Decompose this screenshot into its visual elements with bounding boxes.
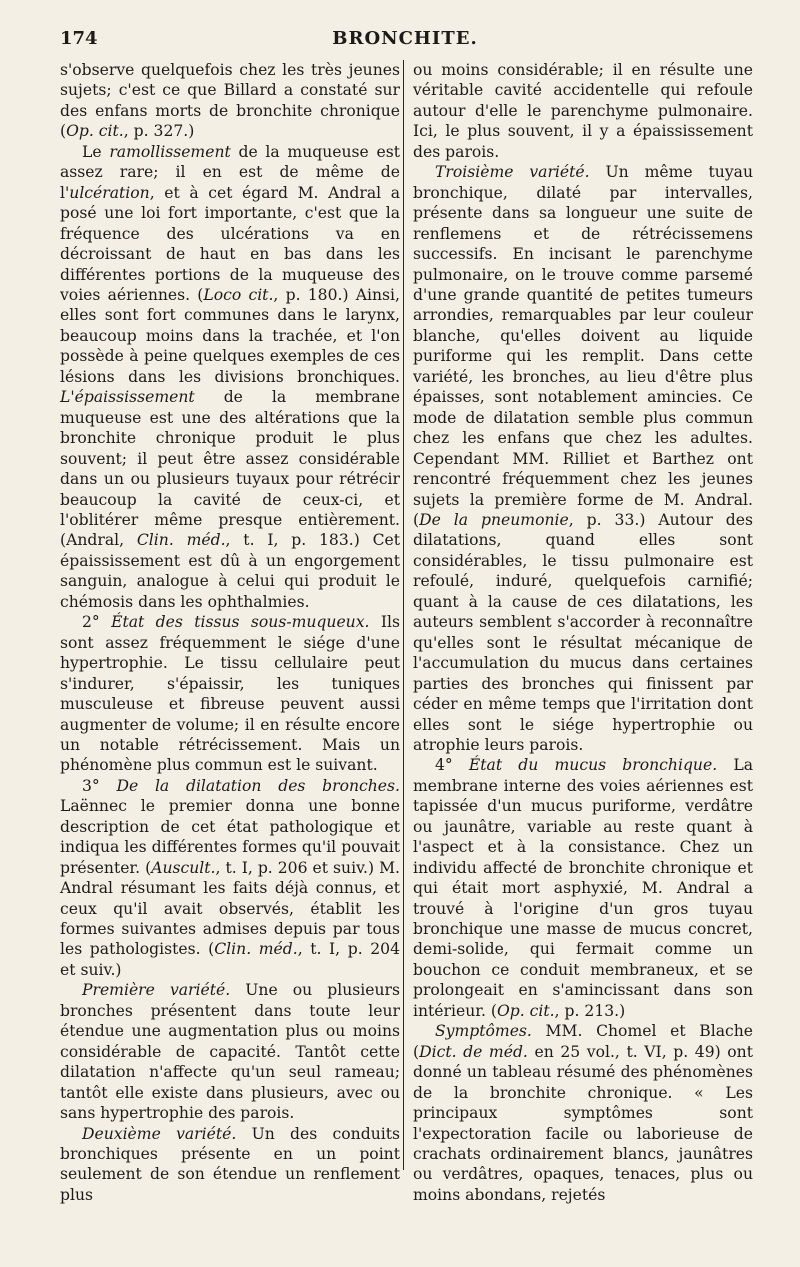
page-header [60, 28, 750, 52]
page-number: 174 [60, 28, 98, 49]
paragraph: Symptômes. MM. Chomel et Blache (Dict. de méd. en 25 vol., t. VI, p. 49) ont donné un tableau résumé des phénomènes de la bronchite chronique. « Les principaux symptômes sont l'expectoration facile ou laborieuse de crachats ordinairement blancs, jaunâtres ou verdâtres, opaques, tenaces, plus ou moins abondans, rejetés [413, 1022, 753, 1204]
left-column [60, 60, 400, 1205]
paragraph: ou moins considérable; il en résulte une véritable cavité accidentelle qui refoule autour d'elle le parenchyme pulmonaire. Ici, le plus souvent, il y a épaississement des parois. [413, 61, 753, 161]
paragraph: Deuxième variété. Un des conduits bronchiques présente en un point seulement de son étendue un renflement plus [60, 1124, 400, 1204]
paragraph: 3° De la dilatation des bronches. Laënnec le premier donna une bonne description de cet état pathologique et indiqua les différentes formes qu'il pouvait présenter. (Auscult., t. I, p. 206 et suiv.) M. Andral résumant les faits déjà connus, et ceux qu'il avait observés, établit les formes suivantes admises depuis par tous les pathologistes. (Clin. méd., t. I, p. 204 et suiv.) [60, 776, 400, 979]
paragraph: Première variété. Une ou plusieurs bronches présentent dans toute leur étendue une augmentation plus ou moins considérable de capacité. Tantôt cette dilatation n'affecte qu'un seul rameau; tantôt elle existe dans plusieurs, avec ou sans hypertrophie des parois. [60, 981, 400, 1123]
paragraph: Troisième variété. Un même tuyau bronchique, dilaté par intervalles, présente dans sa longueur une suite de renflemens et de rétrécissemens successifs. En incisant le parenchyme pulmonaire, on le trouve comme parsemé d'une grande quantité de petites tumeurs arrondies, remarquables par leur couleur blanche, qu'elles doivent au liquide puriforme qui les remplit. Dans cette variété, les bronches, au lieu d'être plus épaisses, sont notablement amincies. Ce mode de dilatation semble plus commun chez les enfans que chez les adultes. Cependant MM. Rilliet et Barthez ont rencontré fréquemment chez les jeunes sujets la première forme de M. Andral. (De la pneumonie, p. 33.) Autour des dilatations, quand elles sont considérables, le tissu pulmonaire est refoulé, induré, quelquefois carnifié; quant à la cause de ces dilatations, les auteurs semblent s'accorder à reconnaître qu'elles sont le résultat mécanique de l'accumulation du mucus dans certaines parties des bronches qui finissent par céder en même temps que l'irritation dont elles sont le siége hypertrophie ou atrophie leurs parois. [413, 163, 754, 754]
paragraph: 4° État du mucus bronchique. La membrane interne des voies aériennes est tapissée d'un mucus puriforme, verdâtre ou jaunâtre, variable au reste quant à l'aspect et à la consistance. Chez un individu affecté de bronchite chronique et qui était mort asphyxié, M. Andral a trouvé à l'origine d'un gros tuyau bronchique une masse de mucus concret, demi-solide, qui fermait comme un bouchon ce conduit membraneux, et se prolongeait en s'amincissant dans son intérieur. (Op. cit., p. 213.) [413, 756, 753, 1020]
paragraph: Le ramollissement de la muqueuse est assez rare; il en est de même de l'ulcération, et à cet égard M. Andral a posé une loi fort importante, c'est que la fréquence des ulcérations va en décroissant de haut en bas dans les différentes portions de la muqueuse des voies aériennes. (Loco cit., p. 180.) Ainsi, elles sont fort communes dans le larynx, beaucoup moins dans la trachée, et l'on possède à peine quelques exemples de ces lésions dans les divisions bronchiques. L'épaississement de la membrane muqueuse est une des altérations que la bronchite chronique produit le plus souvent; il peut être assez considérable dans un ou plusieurs tuyaux pour rétrécir beaucoup la cavité de ceux-ci, et l'oblitérer même presque entièrement. (Andral, Clin. méd., t. I, p. 183.) Cet épaississement est dû à un engorgement sanguin, analogue à celui qui produit le chémosis dans les ophthalmies. [60, 142, 401, 611]
column-divider [403, 60, 404, 1170]
right-column [413, 60, 753, 1205]
running-title: BRONCHITE. [332, 28, 478, 49]
paragraph: s'observe quelquefois chez les très jeunes sujets; c'est ce que Billard a constaté sur des enfans morts de bronchite chronique (Op. cit., p. 327.) [60, 61, 400, 141]
paragraph: 2° État des tissus sous-muqueux. Ils sont assez fréquemment le siége d'une hypertrophie. Le tissu cellulaire peut s'indurer, s'épaissir, les tuniques musculeuse et fibreuse peuvent aussi augmenter de volume; il en résulte encore un notable rétrécissement. Mais un phénomène plus commun est le suivant. [60, 613, 400, 775]
